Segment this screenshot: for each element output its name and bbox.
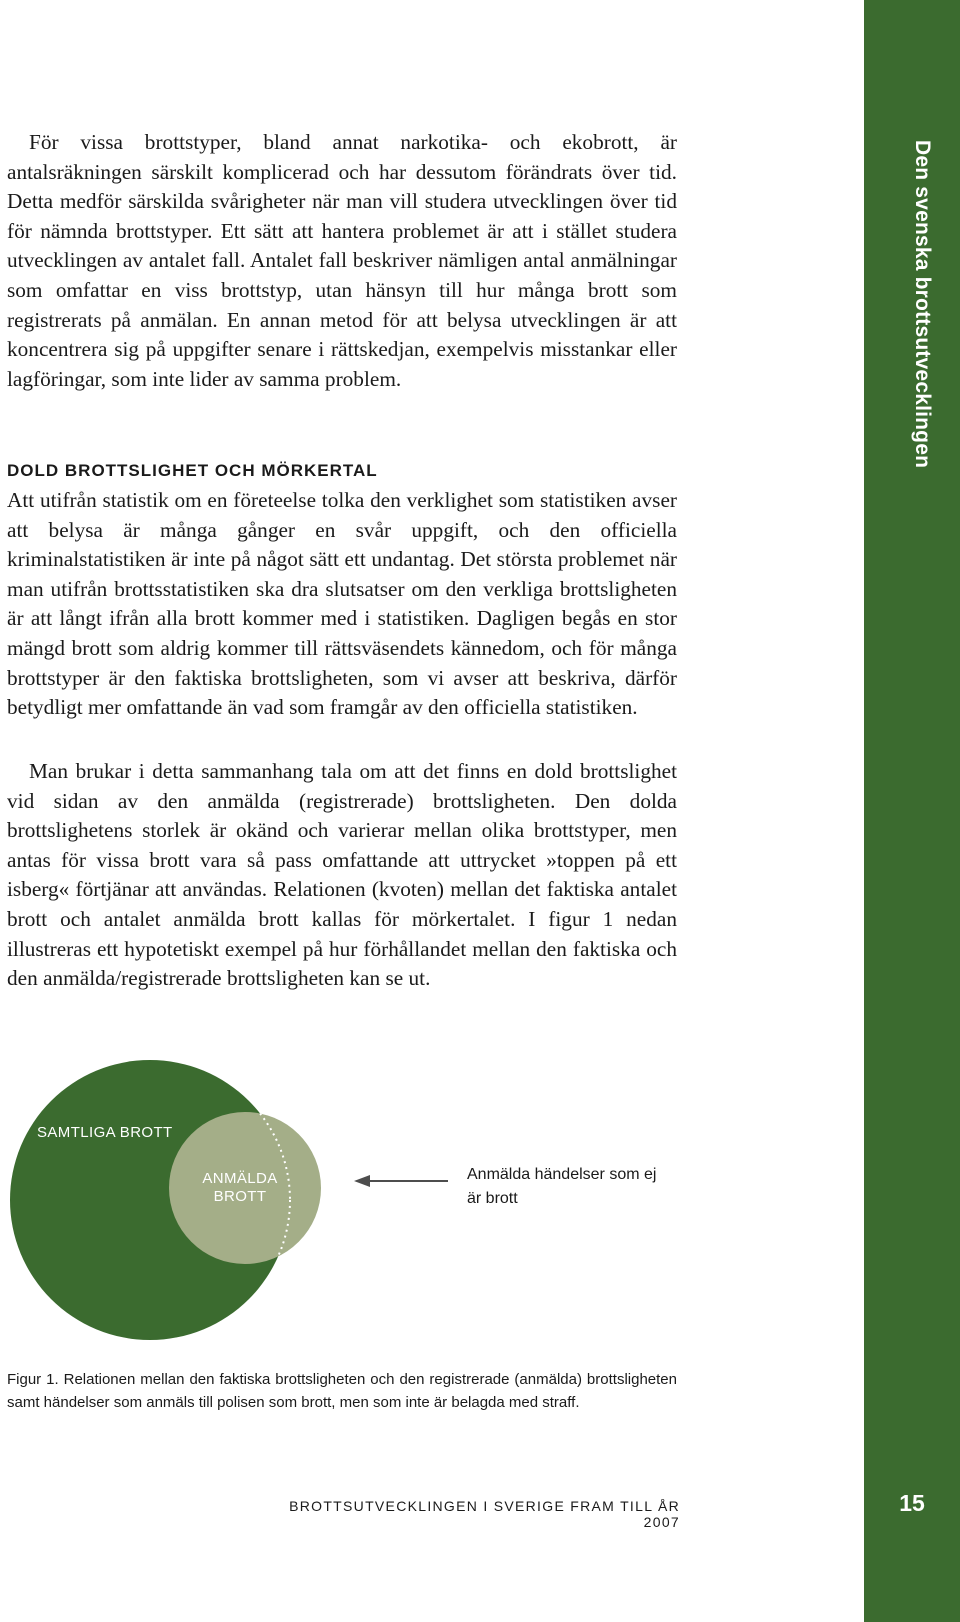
arrow-head bbox=[354, 1175, 370, 1187]
page-number: 15 bbox=[899, 1490, 925, 1516]
label-all-crimes: SAMTLIGA BROTT bbox=[37, 1124, 173, 1141]
figure-caption: Figur 1. Relationen mellan den faktiska brottsligheten och den registrerade (anmälda) brottsligheten samt händelser som anmäls till polisen som brott, men som inte är belagda med straff. bbox=[7, 1371, 677, 1411]
sidebar-title: Den svenska brottsutvecklingen bbox=[911, 140, 934, 469]
body-paragraph-1: För vissa brottstyper, bland annat narkotika- och ekobrott, är antalsräkningen särskilt komplicerad och har dessutom förändrats över tid. Detta medför särskilda svårigheter när man vill studera utvecklingen över tid för nämnda brottstyper. Ett sätt att hantera problemet är att i stället studera utvecklingen av antalet fall. Antalet fall beskriver nämligen antal anmälningar som omfattar en viss brottstyp, utan hänsyn till hur många brott som registrerats på anmälan. En annan metod för att belysa utvecklingen är att koncentrera sig på uppgifter senare i rättskedjan, exempelvis misstankar eller lagföringar, som inte lider av samma problem. bbox=[7, 130, 677, 391]
running-footer: BROTTSUTVECKLINGEN I SVERIGE FRAM TILL ÅR 2007 bbox=[289, 1498, 680, 1530]
body-paragraph-2: Att utifrån statistik om en företeelse tolka den verklighet som statistiken avser att belysa är många gånger en svår uppgift, och den officiella kriminalstatistiken är inte på något sätt ett undantag. Det största problemet när man utifrån brottsstatistiken ska dra slutsatser om den verkliga brottsligheten är att långt ifrån alla brott kommer med i statistiken. Dagligen begås en stor mängd brott som aldrig kommer till rättsväsendets kännedom, och för många brottstyper är den faktiska brottsligheten, som vi avser att beskriva, därför betydligt mer omfattande än vad som framgår av den officiella statistiken. bbox=[7, 488, 677, 720]
label-reported-crimes: ANMÄLDA BROTT bbox=[202, 1170, 278, 1205]
label-non-crime-reports: Anmälda händelser som ej är brott bbox=[467, 1166, 657, 1207]
body-paragraph-3: Man brukar i detta sammanhang tala om att det finns en dold brottslighet vid sidan av den anmälda (registrerade) brottsligheten. Den dolda brottslighetens storlek är okänd och varierar mellan olika brottstyper, men antas för vissa brott vara så pass omfattande att uttrycket »toppen på ett isberg« förtjänar att användas. Relationen (kvoten) mellan det faktiska antalet brott och antalet anmälda brott kallas för mörkertalet. I figur 1 nedan illustreras ett hypotetiskt exempel på hur förhållandet mellan den faktiska och den anmälda/registrerade brottsligheten kan se ut. bbox=[7, 759, 677, 991]
section-heading: DOLD BROTTSLIGHET OCH MÖRKERTAL bbox=[7, 461, 378, 480]
